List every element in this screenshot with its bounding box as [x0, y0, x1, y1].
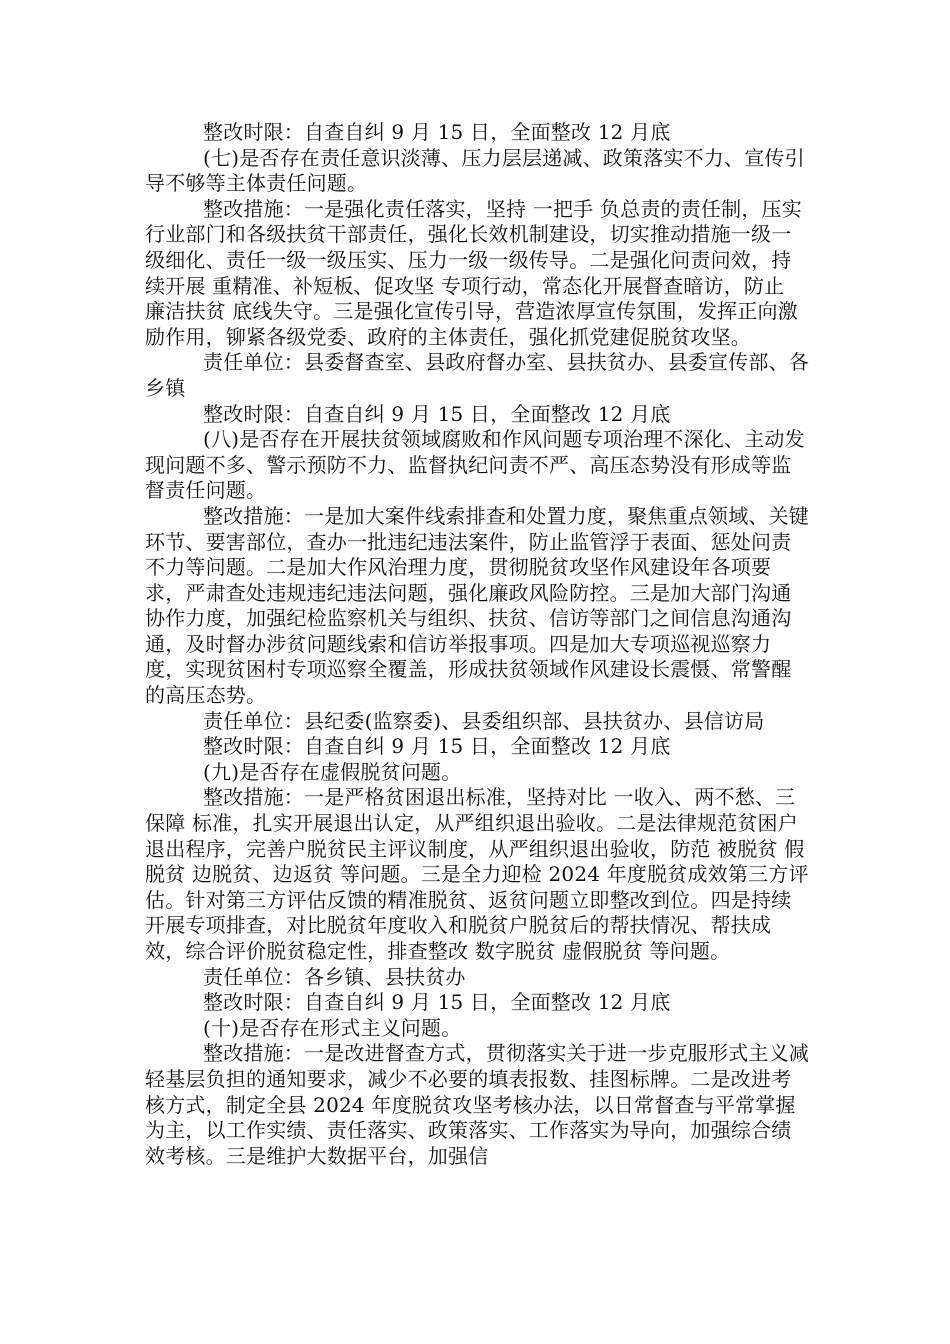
- paragraph-item-10: (十)是否存在形式主义问题。: [203, 1015, 462, 1040]
- paragraph-deadline-1: 整改时限：自查自纠 9 月 15 日，全面整改 12 月底: [203, 120, 671, 144]
- paragraph-measures-7: 整改措施：一是强化责任落实，坚持 一把手 负总责的责任制，压实行业部门和各级扶贫干部责任，强化长效机制建设，切实推动措施一级一级细化、责任一级一级压实、压力一级一级传导。二是强化问责问效，持续开展 重精准、补短板、促攻坚 专项行动，常态化开展督查暗访，防止 廉洁扶贫 底线失守。三是强化宣传引导，营造浓厚宣传氛围，发挥正向激励作用，铆紧各级党委、政府的主体责任，强化抓党建促脱贫攻坚。: [145, 196, 802, 349]
- paragraph-deadline-9: 整改时限：自查自纠 9 月 15 日，全面整改 12 月底: [203, 990, 671, 1015]
- paragraph-deadline-8: 整改时限：自查自纠 9 月 15 日，全面整改 12 月底: [203, 734, 671, 759]
- document-body: [145, 120, 810, 1169]
- paragraph-measures-10: 整改措施：一是改进督查方式，贯彻落实关于进一步克服形式主义减轻基层负担的通知要求，减少不必要的填表报数、挂图标牌。二是改进考核方式，制定全县 2024 年度脱贫攻坚考核办法，以日常督查与平常掌握为主，以工作实绩、责任落实、政策落实、工作落实为导向，加强综合绩效考核。三是维护大数据平台，加强信: [145, 1041, 809, 1168]
- paragraph-item-8: (八)是否存在开展扶贫领域腐败和作风问题专项治理不深化、主动发现问题不多、警示预防不力、监督执纪问责不严、高压态势没有形成等监督责任问题。: [145, 427, 805, 503]
- paragraph-item-7: (七)是否存在责任意识淡薄、压力层层递减、政策落实不力、宣传引导不够等主体责任问题。: [145, 145, 805, 196]
- paragraph-responsible-7: 责任单位：县委督查室、县政府督办室、县扶贫办、县委宣传部、各乡镇: [145, 350, 809, 400]
- paragraph-measures-8: 整改措施：一是加大案件线索排查和处置力度，聚焦重点领域、关键环节、要害部位，查办一批违纪违法案件，防止监管浮于表面、惩处问责不力等问题。二是加大作风治理力度，贯彻脱贫攻坚作风建设年各项要求，严肃查处违规违纪违法问题，强化廉政风险防控。三是加大部门沟通协作力度，加强纪检监察机关与组织、扶贫、信访等部门之间信息沟通沟通，及时督办涉贫问题线索和信访举报事项。四是加大专项巡视巡察力度，实现贫困村专项巡察全覆盖，形成扶贫领域作风建设长震慑、常警醒的高压态势。: [145, 503, 809, 708]
- paragraph-measures-9: 整改措施：一是严格贫困退出标准，坚持对比 一收入、两不愁、三保障 标准，扎实开展退出认定，从严组织退出验收。二是法律规范贫困户退出程序，完善户脱贫民主评议制度，从严组织退出验收，防范 被脱贫 假脱贫 边脱贫、边返贫 等问题。三是全力迎检 2024 年度脱贫成效第三方评估。针对第三方评估反馈的精准脱贫、返贫问题立即整改到位。四是持续开展专项排查，对比脱贫年度收入和脱贫户脱贫后的帮扶情况、帮扶成效，综合评价脱贫稳定性，排查整改 数字脱贫 虚假脱贫 等问题。: [145, 785, 809, 963]
- paragraph-responsible-8: 责任单位：县纪委(监察委)、县委组织部、县扶贫办、县信访局: [203, 708, 765, 733]
- paragraph-deadline-7: 整改时限：自查自纠 9 月 15 日，全面整改 12 月底: [203, 401, 671, 426]
- paragraph-item-9: (九)是否存在虚假脱贫问题。: [203, 759, 462, 784]
- paragraph-responsible-9: 责任单位：各乡镇、县扶贫办: [203, 964, 466, 989]
